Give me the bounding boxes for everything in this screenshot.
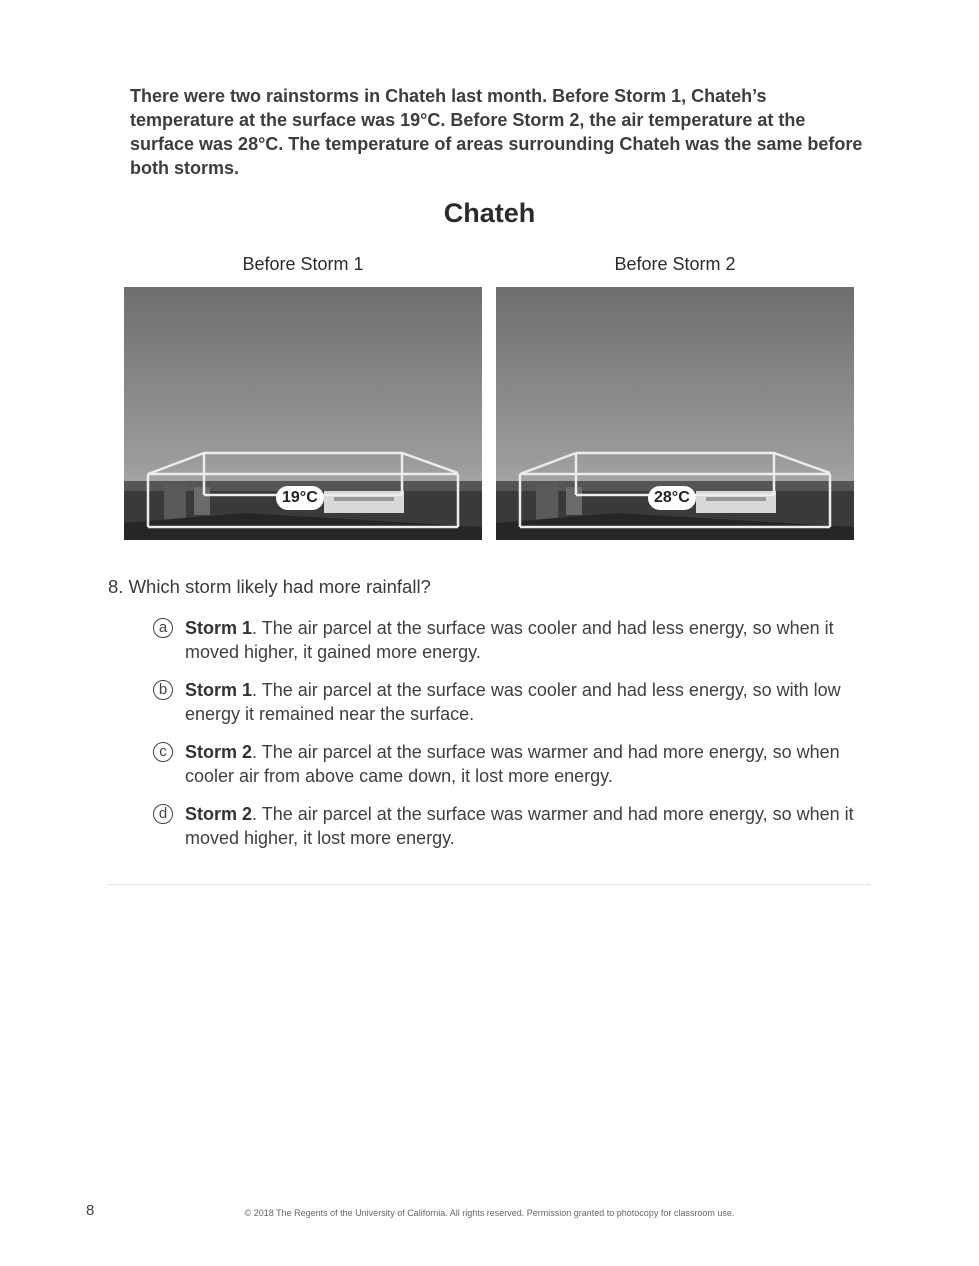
temperature-label-storm-2: 28°C: [648, 486, 696, 510]
answer-option-a[interactable]: [153, 616, 873, 664]
option-a-answer: Storm 1: [185, 618, 253, 638]
figure-title: Chateh: [443, 198, 536, 228]
radio-b[interactable]: b: [153, 680, 173, 700]
answer-option-c[interactable]: [153, 740, 873, 788]
option-d-answer: Storm 2: [185, 804, 253, 824]
copyright-notice: © 2018 The Regents of the University of California. All rights reserved. Permission granted to photocopy for classroom use.: [244, 1208, 735, 1218]
temperature-label-storm-1: 19°C: [276, 486, 324, 510]
option-c-answer: Storm 2: [185, 742, 253, 762]
radio-a[interactable]: a: [153, 618, 173, 638]
answer-option-b[interactable]: [153, 678, 873, 726]
answer-option-d[interactable]: [153, 802, 873, 850]
panel-label-storm-1: Before Storm 1: [242, 254, 364, 274]
radio-c[interactable]: c: [153, 742, 173, 762]
question-text: 8. Which storm likely had more rainfall?: [108, 576, 431, 597]
option-b-answer: Storm 1: [185, 680, 253, 700]
option-d-text: . The air parcel at the surface was warmer and had more energy, so when it moved higher, it lost more energy.: [185, 804, 854, 848]
radio-d[interactable]: d: [153, 804, 173, 824]
option-b-text: . The air parcel at the surface was cooler and had less energy, so with low energy it remained near the surface.: [185, 680, 841, 724]
section-divider: [108, 884, 870, 885]
option-a-text: . The air parcel at the surface was cooler and had less energy, so when it moved higher, it gained more energy.: [185, 618, 834, 662]
panel-label-storm-2: Before Storm 2: [614, 254, 736, 274]
page-number: 8: [86, 1202, 95, 1219]
intro-paragraph: There were two rainstorms in Chateh last month. Before Storm 1, Chateh’s temperature at the surface was 19°C. Before Storm 2, the air temperature at the surface was 28°C. The temperature of areas surrounding Chateh was the same before both storms.: [130, 86, 863, 178]
option-c-text: . The air parcel at the surface was warmer and had more energy, so when cooler air from above came down, it lost more energy.: [185, 742, 840, 786]
